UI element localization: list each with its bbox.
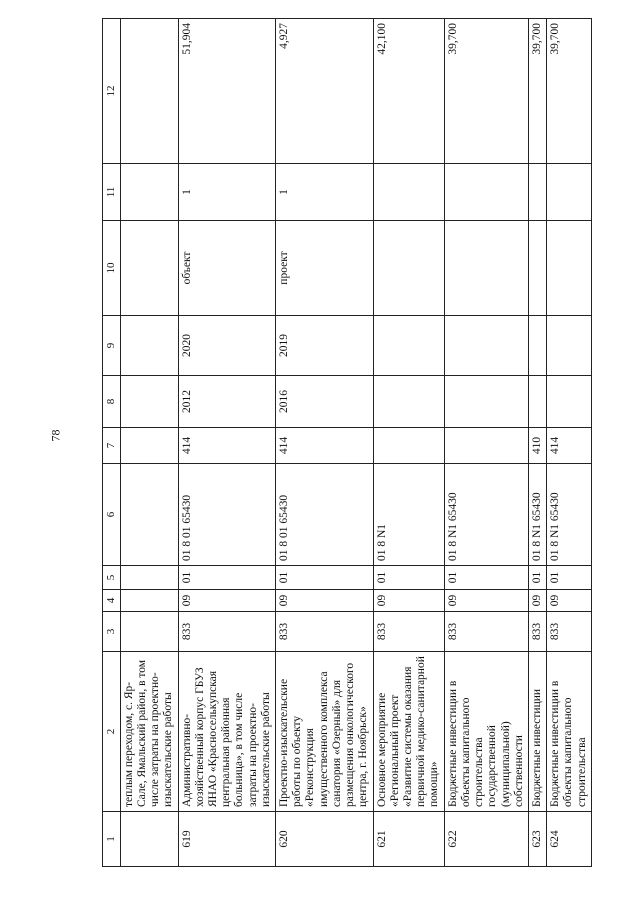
cell-col7 [120, 428, 178, 464]
cell-col6: 01 8 N1 65430 [547, 464, 592, 566]
cell-col7: 414 [276, 428, 374, 464]
row-number: 621 [373, 812, 444, 867]
cell-col11 [528, 164, 546, 221]
cell-col9 [373, 316, 444, 376]
cell-col7 [444, 428, 528, 464]
cell-col7: 410 [528, 428, 546, 464]
cell-col5: 01 [444, 566, 528, 590]
cell-col6: 01 8 N1 65430 [444, 464, 528, 566]
cell-col6: 01 8 N1 65430 [528, 464, 546, 566]
cell-col10: объект [178, 221, 276, 316]
cell-col7: 414 [547, 428, 592, 464]
column-header: 10 [103, 221, 121, 316]
cell-col5 [120, 566, 178, 590]
cell-col8: 2016 [276, 376, 374, 428]
cell-col6 [120, 464, 178, 566]
cell-col6: 01 8 N1 [373, 464, 444, 566]
table-row [444, 19, 528, 867]
cell-col9 [528, 316, 546, 376]
cell-col9: 2020 [178, 316, 276, 376]
column-header: 5 [103, 566, 121, 590]
cell-col6: 01 8 01 65430 [276, 464, 374, 566]
cell-col11 [547, 164, 592, 221]
cell-col5: 01 [373, 566, 444, 590]
column-header: 1 [103, 812, 121, 867]
cell-col10 [120, 221, 178, 316]
cell-col12: 51,904 [178, 19, 276, 164]
column-header-row [103, 19, 121, 867]
cell-col8 [547, 376, 592, 428]
column-header: 11 [103, 164, 121, 221]
table-row [373, 19, 444, 867]
cell-col3: 833 [547, 612, 592, 652]
cell-col4: 09 [547, 590, 592, 612]
budget-table-area [102, 19, 640, 867]
cell-col4: 09 [373, 590, 444, 612]
cell-col8 [373, 376, 444, 428]
cell-col5: 01 [276, 566, 374, 590]
cell-col7 [373, 428, 444, 464]
item-name: Бюджетные инвестиции [528, 652, 546, 812]
row-number: 619 [178, 812, 276, 867]
cell-col12: 39,700 [547, 19, 592, 164]
column-header: 9 [103, 316, 121, 376]
row-number: 624 [547, 812, 592, 867]
cell-col12: 39,700 [444, 19, 528, 164]
cell-col5: 01 [547, 566, 592, 590]
cell-col10: проект [276, 221, 374, 316]
item-name: Бюджетные инвестиции в объекты капитального строительства [547, 652, 592, 812]
item-name: Бюджетные инвестиции в объекты капитального строительства государственной (муниципальной) собственности [444, 652, 528, 812]
cell-col8 [528, 376, 546, 428]
table-row [120, 19, 178, 867]
row-number: 620 [276, 812, 374, 867]
cell-col4: 09 [178, 590, 276, 612]
row-number [120, 812, 178, 867]
cell-col3 [120, 612, 178, 652]
cell-col11 [373, 164, 444, 221]
cell-col6: 01 8 01 65430 [178, 464, 276, 566]
cell-col10 [444, 221, 528, 316]
row-number: 622 [444, 812, 528, 867]
cell-col3: 833 [276, 612, 374, 652]
table-row [547, 19, 592, 867]
cell-col4: 09 [276, 590, 374, 612]
cell-col3: 833 [373, 612, 444, 652]
cell-col9 [547, 316, 592, 376]
cell-col9 [120, 316, 178, 376]
table-row [178, 19, 276, 867]
cell-col12: 4,927 [276, 19, 374, 164]
cell-col10 [373, 221, 444, 316]
cell-col11 [120, 164, 178, 221]
cell-col8: 2012 [178, 376, 276, 428]
page-number: 78 [48, 429, 63, 442]
item-name: Проектно-изыскательские работы по объекту «Реконструкция имущественного комплекса санатория «Озерный» для размещения онкологического центра, г. Ноябрьск» [276, 652, 374, 812]
cell-col4 [120, 590, 178, 612]
column-header: 4 [103, 590, 121, 612]
cell-col11: 1 [178, 164, 276, 221]
item-name: теплым переходом, с. Яр-Сале, Ямальский район, в том числе затраты на проектно-изыскательские работы [120, 652, 178, 812]
table-row [528, 19, 546, 867]
cell-col11 [444, 164, 528, 221]
item-name: Административно-хозяйственный корпус ГБУЗ ЯНАО «Красноселькупская центральная районная больница», в том числе затраты на проектно-изыскательские работы [178, 652, 276, 812]
cell-col7: 414 [178, 428, 276, 464]
cell-col8 [444, 376, 528, 428]
cell-col3: 833 [178, 612, 276, 652]
cell-col3: 833 [444, 612, 528, 652]
column-header: 7 [103, 428, 121, 464]
cell-col12: 39,700 [528, 19, 546, 164]
cell-col12 [120, 19, 178, 164]
cell-col4: 09 [528, 590, 546, 612]
cell-col5: 01 [178, 566, 276, 590]
cell-col9: 2019 [276, 316, 374, 376]
table-row [276, 19, 374, 867]
column-header: 2 [103, 652, 121, 812]
cell-col8 [120, 376, 178, 428]
cell-col9 [444, 316, 528, 376]
cell-col10 [528, 221, 546, 316]
row-number: 623 [528, 812, 546, 867]
column-header: 3 [103, 612, 121, 652]
column-header: 12 [103, 19, 121, 164]
cell-col12: 42,100 [373, 19, 444, 164]
item-name: Основное мероприятие «Региональный проект «Развитие системы оказания первичной медико-санитарной помощи» [373, 652, 444, 812]
budget-table [102, 18, 592, 867]
cell-col10 [547, 221, 592, 316]
cell-col11: 1 [276, 164, 374, 221]
cell-col5: 01 [528, 566, 546, 590]
cell-col3: 833 [528, 612, 546, 652]
column-header: 6 [103, 464, 121, 566]
column-header: 8 [103, 376, 121, 428]
cell-col4: 09 [444, 590, 528, 612]
